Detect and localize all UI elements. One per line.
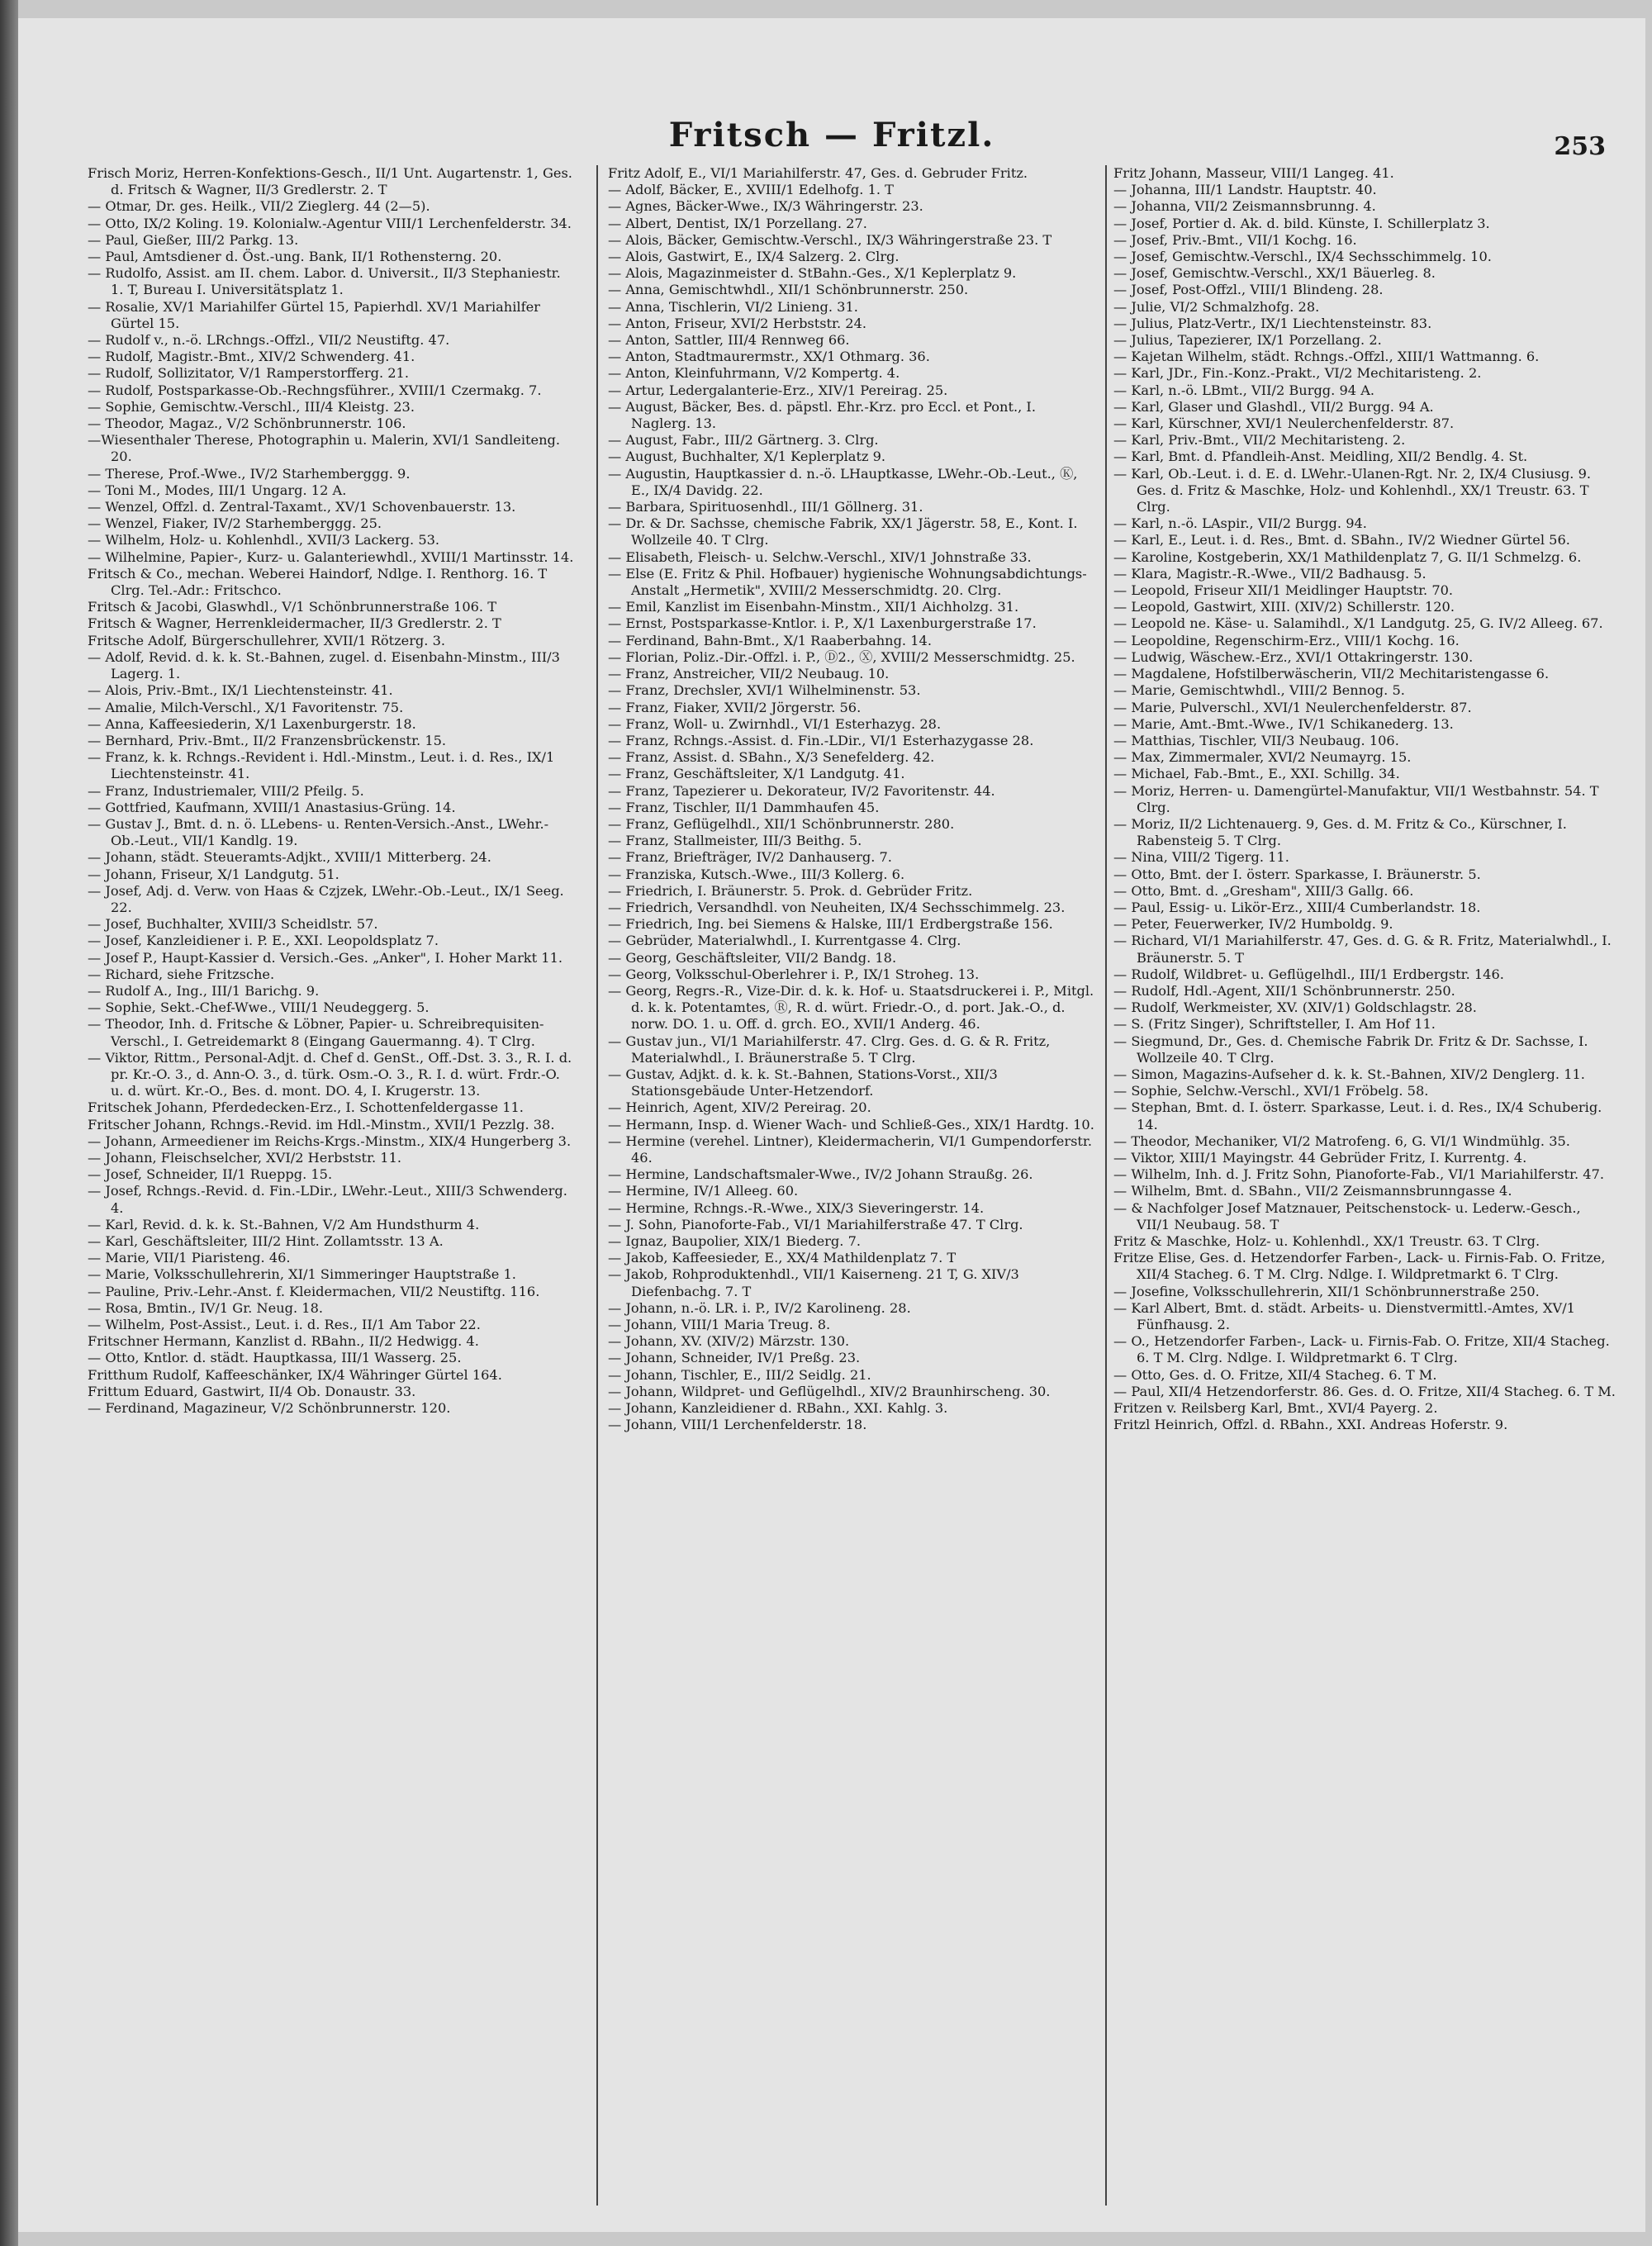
directory-entry: — Emil, Kanzlist im Eisenbahn-Minstm., XII/1 Aichholzg. 31. — [608, 599, 1019, 615]
directory-entry: — Johann, Wildpret- und Geflügelhdl., XIV/2 Braunhirscheng. 30. — [608, 1383, 1051, 1399]
directory-entry: — Franz, Tapezierer u. Dekorateur, IV/2 Favoritenstr. 44. — [608, 782, 995, 799]
directory-entry: — Matthias, Tischler, VII/3 Neubaug. 106. — [1113, 732, 1399, 748]
directory-entry: — Alois, Magazinmeister d. StBahn.-Ges., X/1 Keplerplatz 9. — [608, 265, 1017, 282]
directory-entry: — Georg, Regrs.-R., Vize-Dir. d. k. k. Hof- u. Staatsdruckerei i. P., Mitgl. d. k. k. Potentamtes, Ⓡ, R. d. würt. Friedr.-O., d. port. Jak.-O., d. norw. DO. 1. u. Off. d. grch. EO., XVII/1 Anderg. 46. — [608, 982, 1094, 1033]
directory-entry: — Friedrich, Ing. bei Siemens & Halske, III/1 Erdbergstraße 156. — [608, 916, 1053, 933]
directory-entry: Fritsche Adolf, Bürgerschullehrer, XVII/1 Rötzerg. 3. — [88, 632, 446, 648]
directory-entry: — Karoline, Kostgeberin, XX/1 Mathildenplatz 7, G. II/1 Schmelzg. 6. — [1113, 548, 1582, 565]
directory-entry: — Franz, Industriemaler, VIII/2 Pfeilg. 5. — [88, 782, 364, 799]
directory-entry: — Karl, Geschäftsleiter, III/2 Hint. Zollamtsstr. 13 A. — [88, 1233, 444, 1249]
directory-entry: — Josef, Kanzleidiener i. P. E., XXI. Leopoldsplatz 7. — [88, 933, 439, 949]
directory-entry: — Josef, Gemischtw.-Verschl., IX/4 Sechsschimmelg. 10. — [1113, 249, 1492, 265]
directory-entry: — Moriz, Herren- u. Damengürtel-Manufaktur, VII/1 Westbahnstr. 54. T Clrg. — [1113, 782, 1599, 815]
directory-entry: — Josef P., Haupt-Kassier d. Versich.-Ges. „Anker", I. Hoher Markt 11. — [88, 949, 563, 966]
directory-entry: — Kajetan Wilhelm, städt. Rchngs.-Offzl., XIII/1 Wattmanng. 6. — [1113, 349, 1540, 365]
directory-entry: — Leopold, Friseur XII/1 Meidlinger Hauptstr. 70. — [1113, 582, 1454, 599]
directory-entry: — Richard, VI/1 Mariahilferstr. 47, Ges. d. G. & R. Fritz, Materialwhdl., I. Bräunerstr. 5. T — [1113, 933, 1612, 966]
directory-entry: — Marie, Pulverschl., XVI/1 Neulerchenfelderstr. 87. — [1113, 699, 1472, 715]
directory-entry: — Franz, Briefträger, IV/2 Danhauserg. 7. — [608, 849, 892, 866]
directory-entry: — Georg, Volksschul-Oberlehrer i. P., IX/1 Stroheg. 13. — [608, 966, 980, 982]
directory-entry: — Ernst, Postsparkasse-Kntlor. i. P., X/1 Laxenburgerstraße 17. — [608, 615, 1037, 632]
directory-entry: — Johann, Kanzleidiener d. RBahn., XXI. Kahlg. 3. — [608, 1400, 948, 1417]
directory-entry: —Wiesenthaler Therese, Photographin u. Malerin, XVI/1 Sandleiteng. 20. — [88, 432, 561, 465]
directory-entry: — Franz, Woll- u. Zwirnhdl., VI/1 Esterhazyg. 28. — [608, 715, 942, 732]
directory-entry: — Anton, Stadtmaurermstr., XX/1 Othmarg. 36. — [608, 349, 930, 365]
directory-entry: — Wenzel, Fiaker, IV/2 Starhemberggg. 25. — [88, 515, 382, 532]
directory-entry: — Jakob, Kaffeesieder, E., XX/4 Mathildenplatz 7. T — [608, 1250, 957, 1266]
directory-entry: — Anton, Sattler, III/4 Rennweg 66. — [608, 332, 850, 349]
directory-entry: — August, Fabr., III/2 Gärtnerg. 3. Clrg. — [608, 432, 879, 449]
book-spine-shadow — [0, 0, 18, 2246]
directory-entry: — Karl, n.-ö. LAspir., VII/2 Burgg. 94. — [1113, 515, 1367, 532]
directory-entry: Fritz & Maschke, Holz- u. Kohlenhdl., XX/1 Treustr. 63. T Clrg. — [1113, 1233, 1540, 1249]
directory-entry: — Augustin, Hauptkassier d. n.-ö. LHauptkasse, LWehr.-Ob.-Leut., Ⓚ, E., IX/4 Davidg. 22. — [608, 465, 1078, 498]
directory-entry: — Sophie, Selchw.-Verschl., XVI/1 Fröbelg. 58. — [1113, 1083, 1429, 1099]
directory-entry: — Josef, Gemischtw.-Verschl., XX/1 Bäuerleg. 8. — [1113, 265, 1436, 282]
directory-entry: — Ferdinand, Bahn-Bmt., X/1 Raaberbahng. 14. — [608, 632, 932, 648]
directory-entry: Fritsch & Jacobi, Glaswhdl., V/1 Schönbrunnerstraße 106. T — [88, 599, 497, 615]
directory-entry: — Siegmund, Dr., Ges. d. Chemische Fabrik Dr. Fritz & Dr. Sachsse, I. Wollzeile 40. T Clrg. — [1113, 1033, 1588, 1066]
directory-entry: — Gustav jun., VI/1 Mariahilferstr. 47. Clrg. Ges. d. G. & R. Fritz, Materialwhdl., I. Bräunerstraße 5. T Clrg. — [608, 1033, 1051, 1066]
directory-entry: — Nina, VIII/2 Tigerg. 11. — [1113, 849, 1289, 866]
directory-entry: — Franz, Anstreicher, VII/2 Neubaug. 10. — [608, 666, 890, 682]
directory-entry: — Artur, Ledergalanterie-Erz., XIV/1 Pereirag. 25. — [608, 382, 948, 398]
directory-entry: Fritz Adolf, E., VI/1 Mariahilferstr. 47, Ges. d. Gebruder Fritz. — [608, 165, 1028, 181]
directory-page — [18, 18, 1645, 2232]
directory-entry: — Moriz, II/2 Lichtenauerg. 9, Ges. d. M. Fritz & Co., Kürschner, I. Rabensteig 5. T Clrg. — [1113, 815, 1567, 849]
directory-entry: — Ferdinand, Magazineur, V/2 Schönbrunnerstr. 120. — [88, 1400, 451, 1417]
directory-entry: — Josef, Portier d. Ak. d. bild. Künste, I. Schillerplatz 3. — [1113, 215, 1490, 231]
directory-entry: — Hermine, Rchngs.-R.-Wwe., XIX/3 Sieveringerstr. 14. — [608, 1199, 985, 1216]
directory-entry: — Johann, Tischler, E., III/2 Seidlg. 21. — [608, 1366, 871, 1383]
directory-entry: — Michael, Fab.-Bmt., E., XXI. Schillg. 34. — [1113, 766, 1400, 782]
directory-entry: — Julius, Tapezierer, IX/1 Porzellang. 2. — [1113, 332, 1382, 349]
directory-entry: — Richard, siehe Fritzsche. — [88, 966, 275, 982]
directory-entry: — Rudolf, Hdl.-Agent, XII/1 Schönbrunnerstr. 250. — [1113, 982, 1455, 999]
directory-entry: — Otto, Kntlor. d. städt. Hauptkassa, III/1 Wasserg. 25. — [88, 1350, 462, 1366]
directory-entry: Frittum Eduard, Gastwirt, II/4 Ob. Donaustr. 33. — [88, 1383, 416, 1399]
directory-entry: — Franz, Geflügelhdl., XII/1 Schönbrunnerstr. 280. — [608, 815, 955, 832]
directory-entry: — Johann, Friseur, X/1 Landgutg. 51. — [88, 866, 339, 882]
directory-entry: Fritschek Johann, Pferdedecken-Erz., I. Schottenfeldergasse 11. — [88, 1099, 524, 1116]
directory-entry: — Marie, Gemischtwhdl., VIII/2 Bennog. 5. — [1113, 682, 1405, 699]
directory-entry: Fritscher Johann, Rchngs.-Revid. im Hdl.-Minstm., XVII/1 Pezzlg. 38. — [88, 1116, 555, 1132]
directory-entry: — Friedrich, I. Bräunerstr. 5. Prok. d. Gebrüder Fritz. — [608, 882, 973, 899]
directory-entry: — Karl, Ob.-Leut. i. d. E. d. LWehr.-Ulanen-Rgt. Nr. 2, IX/4 Clusiusg. 9. Ges. d. Fritz & Maschke, Holz- und Kohlenhdl., XX/1 Treustr. 63. T Clrg. — [1113, 465, 1592, 515]
directory-entry: — Rudolf, Magistr.-Bmt., XIV/2 Schwenderg. 41. — [88, 349, 415, 365]
directory-entry: — Julie, VI/2 Schmalzhofg. 28. — [1113, 298, 1320, 315]
directory-entry: — J. Sohn, Pianoforte-Fab., VI/1 Mariahilferstraße 47. T Clrg. — [608, 1216, 1023, 1232]
directory-entry: — Rosa, Bmtin., IV/1 Gr. Neug. 18. — [88, 1299, 324, 1316]
directory-entry: — Rudolf v., n.-ö. LRchngs.-Offzl., VII/2 Neustiftg. 47. — [88, 332, 450, 349]
directory-entry: — Johann, VIII/1 Maria Treug. 8. — [608, 1317, 831, 1333]
directory-entry: — Peter, Feuerwerker, IV/2 Humboldg. 9. — [1113, 916, 1393, 933]
directory-entry: — Marie, VII/1 Piaristeng. 46. — [88, 1250, 291, 1266]
directory-entry: — Franz, k. k. Rchngs.-Revident i. Hdl.-Minstm., Leut. i. d. Res., IX/1 Liechtensteinstr. 41. — [88, 749, 555, 782]
directory-entry: — S. (Fritz Singer), Schriftsteller, I. Am Hof 11. — [1113, 1016, 1436, 1033]
directory-entry: — Rudolf A., Ing., III/1 Barichg. 9. — [88, 982, 320, 999]
directory-entry: Fritsch & Co., mechan. Weberei Haindorf, Ndlge. I. Renthorg. 16. T Clrg. Tel.-Adr.: Fritschco. — [88, 565, 548, 599]
directory-entry: — Alois, Bäcker, Gemischtw.-Verschl., IX/3 Währingerstraße 23. T — [608, 231, 1052, 248]
directory-entry: — Theodor, Mechaniker, VI/2 Matrofeng. 6, G. VI/1 Windmühlg. 35. — [1113, 1132, 1570, 1149]
directory-entry: — Otto, Bmt. d. „Gresham", XIII/3 Gallg. 66. — [1113, 882, 1414, 899]
directory-entry: — Theodor, Inh. d. Fritsche & Löbner, Papier- u. Schreibrequisiten-Verschl., I. Getreidemarkt 8 (Eingang Gauermanng. 4). T Clrg. — [88, 1016, 544, 1049]
directory-entry: — Alois, Priv.-Bmt., IX/1 Liechtensteinstr. 41. — [88, 682, 393, 699]
directory-entry: — Max, Zimmermaler, XVI/2 Neumayrg. 15. — [1113, 749, 1412, 766]
directory-entry: — Magdalene, Hofstilberwäscherin, VII/2 Mechitaristengasse 6. — [1113, 666, 1550, 682]
directory-entry: — Karl, Bmt. d. Pfandleih-Anst. Meidling, XII/2 Bendlg. 4. St. — [1113, 449, 1528, 465]
directory-entry: — Hermine (verehel. Lintner), Kleidermacherin, VI/1 Gumpendorferstr. 46. — [608, 1132, 1093, 1166]
directory-entry: — Theodor, Magaz., V/2 Schönbrunnerstr. 106. — [88, 415, 406, 432]
directory-entry: — Karl, JDr., Fin.-Konz.-Prakt., VI/2 Mechitaristeng. 2. — [1113, 365, 1482, 382]
directory-entry: — Klara, Magistr.-R.-Wwe., VII/2 Badhausg. 5. — [1113, 565, 1427, 582]
directory-entry: — Josef, Adj. d. Verw. von Haas & Czjzek, LWehr.-Ob.-Leut., IX/1 Seeg. 22. — [88, 882, 564, 915]
directory-entry: — Simon, Magazins-Aufseher d. k. k. St.-Bahnen, XIV/2 Denglerg. 11. — [1113, 1066, 1585, 1082]
directory-entry: — Jakob, Rohproduktenhdl., VII/1 Kaiserneng. 21 T, G. XIV/3 Diefenbachg. 7. T — [608, 1266, 1019, 1299]
directory-entry: — Rudolf, Wildbret- u. Geflügelhdl., III/1 Erdbergstr. 146. — [1113, 966, 1504, 982]
directory-entry: — Albert, Dentist, IX/1 Porzellang. 27. — [608, 215, 867, 231]
directory-entry: — Johann, VIII/1 Lerchenfelderstr. 18. — [608, 1417, 867, 1433]
directory-entry: — Anna, Tischlerin, VI/2 Linieng. 31. — [608, 298, 858, 315]
directory-entry: — O., Hetzendorfer Farben-, Lack- u. Firnis-Fab. O. Fritze, XII/4 Stacheg. 6. T M. Clrg. Ndlge. I. Wildpretmarkt 6. T Clrg. — [1113, 1333, 1610, 1366]
directory-entry: — August, Buchhalter, X/1 Keplerplatz 9. — [608, 449, 886, 465]
directory-entry: Fritschner Hermann, Kanzlist d. RBahn., II/2 Hedwigg. 4. — [88, 1333, 479, 1350]
directory-entry: — Rudolf, Werkmeister, XV. (XIV/1) Goldschlagstr. 28. — [1113, 1000, 1477, 1016]
directory-entry: — Hermann, Insp. d. Wiener Wach- und Schließ-Ges., XIX/1 Hardtg. 10. — [608, 1116, 1094, 1132]
directory-entry: — Karl, n.-ö. LBmt., VII/2 Burgg. 94 A. — [1113, 382, 1375, 398]
directory-entry: — Franz, Assist. d. SBahn., X/3 Senefelderg. 42. — [608, 749, 935, 766]
directory-entry: — Karl, E., Leut. i. d. Res., Bmt. d. SBahn., IV/2 Wiedner Gürtel 56. — [1113, 532, 1570, 548]
directory-entry: — Otto, Ges. d. O. Fritze, XII/4 Stacheg. 6. T M. — [1113, 1366, 1437, 1383]
directory-entry: Frisch Moriz, Herren-Konfektions-Gesch., II/1 Unt. Augartenstr. 1, Ges. d. Fritsch & Wagner, II/3 Gredlerstr. 2. T — [88, 165, 572, 198]
directory-entry: — Anna, Kaffeesiederin, X/1 Laxenburgerstr. 18. — [88, 715, 416, 732]
directory-entry: Fritze Elise, Ges. d. Hetzendorfer Farben-, Lack- u. Firnis-Fab. O. Fritze, XII/4 Stacheg. 6. T M. Clrg. Ndlge. I. Wildpretmarkt 6. T Clrg. — [1113, 1250, 1606, 1283]
directory-entry: — Anton, Friseur, XVI/2 Herbststr. 24. — [608, 315, 867, 331]
directory-entry: — Johann, Schneider, IV/1 Preßg. 23. — [608, 1350, 861, 1366]
directory-column-3 — [1113, 165, 1616, 2214]
directory-entry: — Wilhelm, Inh. d. J. Fritz Sohn, Pianoforte-Fab., VI/1 Mariahilferstr. 47. — [1113, 1166, 1605, 1183]
directory-entry: — Adolf, Revid. d. k. k. St.-Bahnen, zugel. d. Eisenbahn-Minstm., III/3 Lagerg. 1. — [88, 648, 560, 682]
directory-entry: — Franz, Stallmeister, III/3 Beithg. 5. — [608, 833, 862, 849]
directory-entry: — Johanna, III/1 Landstr. Hauptstr. 40. — [1113, 182, 1377, 198]
directory-entry: Fritthum Rudolf, Kaffeeschänker, IX/4 Währinger Gürtel 164. — [88, 1366, 502, 1383]
directory-entry: — Josef, Priv.-Bmt., VII/1 Kochg. 16. — [1113, 231, 1357, 248]
directory-entry: — Wilhelm, Bmt. d. SBahn., VII/2 Zeismannsbrunngasse 4. — [1113, 1183, 1512, 1199]
directory-entry: — Toni M., Modes, III/1 Ungarg. 12 A. — [88, 482, 347, 498]
directory-entry: — Barbara, Spirituosenhdl., III/1 Göllnerg. 31. — [608, 499, 923, 515]
directory-entry: — Elisabeth, Fleisch- u. Selchw.-Verschl., XIV/1 Johnstraße 33. — [608, 548, 1032, 565]
directory-column-1 — [88, 165, 575, 2214]
directory-entry: — Ludwig, Wäschew.-Erz., XVI/1 Ottakringerstr. 130. — [1113, 648, 1474, 665]
directory-entry: — Karl, Revid. d. k. k. St.-Bahnen, V/2 Am Hundsthurm 4. — [88, 1216, 480, 1232]
directory-entry: — Sophie, Sekt.-Chef-Wwe., VIII/1 Neudeggerg. 5. — [88, 1000, 430, 1016]
directory-entry: — Franziska, Kutsch.-Wwe., III/3 Kollerg. 6. — [608, 866, 905, 882]
directory-entry: — Franz, Geschäftsleiter, X/1 Landgutg. 41. — [608, 766, 905, 782]
directory-entry: — Anna, Gemischtwhdl., XII/1 Schönbrunnerstr. 250. — [608, 282, 969, 298]
directory-entry: — Karl, Priv.-Bmt., VII/2 Mechitaristeng. 2. — [1113, 432, 1406, 449]
directory-entry: — Julius, Platz-Vertr., IX/1 Liechtensteinstr. 83. — [1113, 315, 1432, 331]
directory-entry: — Georg, Geschäftsleiter, VII/2 Bandg. 18. — [608, 949, 897, 966]
directory-entry: — Adolf, Bäcker, E., XVIII/1 Edelhofg. 1. T — [608, 182, 894, 198]
column-divider-1 — [596, 165, 598, 2206]
directory-entry: — Paul, Gießer, III/2 Parkg. 13. — [88, 231, 299, 248]
directory-entry: — Rudolf, Postsparkasse-Ob.-Rechngsführer., XVIII/1 Czermakg. 7. — [88, 382, 542, 398]
directory-entry: — Marie, Amt.-Bmt.-Wwe., IV/1 Schikanederg. 13. — [1113, 715, 1454, 732]
directory-entry: — Paul, Amtsdiener d. Öst.-ung. Bank, II/1 Rothensterng. 20. — [88, 249, 502, 265]
directory-entry: Fritzen v. Reilsberg Karl, Bmt., XVI/4 Payerg. 2. — [1113, 1400, 1438, 1417]
directory-entry: — Josef, Buchhalter, XVIII/3 Scheidlstr. 57. — [88, 916, 378, 933]
directory-entry: — Karl, Kürschner, XVI/1 Neulerchenfelderstr. 87. — [1113, 415, 1455, 432]
directory-entry: — & Nachfolger Josef Matznauer, Peitschenstock- u. Lederw.-Gesch., VII/1 Neubaug. 58. T — [1113, 1199, 1581, 1232]
directory-entry: — Sophie, Gemischtw.-Verschl., III/4 Kleistg. 23. — [88, 398, 415, 415]
directory-entry: Fritz Johann, Masseur, VIII/1 Langeg. 41. — [1113, 165, 1394, 181]
directory-entry: — Josef, Schneider, II/1 Rueppg. 15. — [88, 1166, 333, 1183]
directory-entry: — Bernhard, Priv.-Bmt., II/2 Franzensbrückenstr. 15. — [88, 732, 447, 748]
directory-entry: — Johann, XV. (XIV/2) Märzstr. 130. — [608, 1333, 850, 1350]
directory-entry: — Therese, Prof.-Wwe., IV/2 Starhemberggg. 9. — [88, 465, 411, 482]
directory-entry: — Otto, IX/2 Koling. 19. Kolonialw.-Agentur VIII/1 Lerchenfelderstr. 34. — [88, 215, 572, 231]
directory-entry: — August, Bäcker, Bes. d. päpstl. Ehr.-Krz. pro Eccl. et Pont., I. Naglerg. 13. — [608, 398, 1036, 432]
directory-entry: — Josef, Rchngs.-Revid. d. Fin.-LDir., LWehr.-Leut., XIII/3 Schwenderg. 4. — [88, 1183, 567, 1216]
directory-entry: — Florian, Poliz.-Dir.-Offzl. i. P., Ⓓ2., Ⓧ, XVIII/2 Messerschmidtg. 25. — [608, 648, 1075, 665]
page-title: Fritsch — Fritzl. — [668, 116, 995, 154]
directory-entry: — Else (E. Fritz & Phil. Hofbauer) hygienische Wohnungsabdichtungs-Anstalt „Hermetik", XVIII/2 Messerschmidtg. 20. Clrg. — [608, 565, 1087, 599]
directory-entry: — Alois, Gastwirt, E., IX/4 Salzerg. 2. Clrg. — [608, 249, 900, 265]
directory-entry: — Viktor, XIII/1 Mayingstr. 44 Gebrüder Fritz, I. Kurrentg. 4. — [1113, 1149, 1527, 1166]
directory-entry: — Leopold ne. Käse- u. Salamihdl., X/1 Landgutg. 25, G. IV/2 Alleeg. 67. — [1113, 615, 1603, 632]
directory-entry: — Wenzel, Offzl. d. Zentral-Taxamt., XV/1 Schovenbauerstr. 13. — [88, 499, 516, 515]
directory-entry: Fritzl Heinrich, Offzl. d. RBahn., XXI. Andreas Hoferstr. 9. — [1113, 1417, 1508, 1433]
directory-entry: — Paul, XII/4 Hetzendorferstr. 86. Ges. d. O. Fritze, XII/4 Stacheg. 6. T M. — [1113, 1383, 1616, 1399]
directory-entry: — Anton, Kleinfuhrmann, V/2 Kompertg. 4. — [608, 365, 900, 382]
directory-entry: Fritsch & Wagner, Herrenkleidermacher, II/3 Gredlerstr. 2. T — [88, 615, 501, 632]
directory-entry: — Rosalie, XV/1 Mariahilfer Gürtel 15, Papierhdl. XV/1 Mariahilfer Gürtel 15. — [88, 298, 540, 331]
directory-entry: — Wilhelm, Holz- u. Kohlenhdl., XVII/3 Lackerg. 53. — [88, 532, 440, 548]
directory-entry: — Wilhelm, Post-Assist., Leut. i. d. Res., II/1 Am Tabor 22. — [88, 1317, 481, 1333]
directory-entry: — Paul, Essig- u. Likör-Erz., XIII/4 Cumberlandstr. 18. — [1113, 899, 1481, 915]
directory-entry: — Rudolfo, Assist. am II. chem. Labor. d. Universit., II/3 Stephaniestr. 1. T, Bureau I. Universitätsplatz 1. — [88, 265, 561, 298]
directory-entry: — Viktor, Rittm., Personal-Adjt. d. Chef d. GenSt., Off.-Dst. 3. 3., R. I. d. pr. Kr.-O. 3., d. Ann-O. 3., d. türk. Osm.-O. 3., R. I. d. würt. Frdr.-O. u. d. würt. Kr.-O., Bes. d. mont. DO. 4, I. Krugerstr. 13. — [88, 1049, 572, 1099]
page-number: 253 — [1554, 132, 1606, 161]
directory-entry: — Gottfried, Kaufmann, XVIII/1 Anastasius-Grüng. 14. — [88, 799, 456, 815]
directory-entry: — Franz, Fiaker, XVII/2 Jörgerstr. 56. — [608, 699, 862, 715]
directory-entry: — Otto, Bmt. der I. österr. Sparkasse, I. Bräunerstr. 5. — [1113, 866, 1481, 882]
directory-entry: — Karl, Glaser und Glashdl., VII/2 Burgg. 94 A. — [1113, 398, 1434, 415]
directory-entry: — Gustav, Adjkt. d. k. k. St.-Bahnen, Stations-Vorst., XII/3 Stationsgebäude Unter-Hetzendorf. — [608, 1066, 998, 1099]
directory-entry: — Rudolf, Sollizitator, V/1 Ramperstorfferg. 21. — [88, 365, 410, 382]
directory-entry: — Franz, Drechsler, XVI/1 Wilhelminenstr. 53. — [608, 682, 921, 699]
directory-entry: — Leopold, Gastwirt, XIII. (XIV/2) Schillerstr. 120. — [1113, 599, 1455, 615]
directory-entry: — Franz, Rchngs.-Assist. d. Fin.-LDir., VI/1 Esterhazygasse 28. — [608, 732, 1034, 748]
directory-entry: — Ignaz, Baupolier, XIX/1 Biederg. 7. — [608, 1233, 862, 1249]
directory-entry: — Gustav J., Bmt. d. n. ö. LLebens- u. Renten-Versich.-Anst., LWehr.-Ob.-Leut., VII/1 Kandlg. 19. — [88, 815, 549, 849]
directory-entry: — Amalie, Milch-Verschl., X/1 Favoritenstr. 75. — [88, 699, 404, 715]
directory-entry: — Gebrüder, Materialwhdl., I. Kurrentgasse 4. Clrg. — [608, 933, 961, 949]
directory-entry: — Wilhelmine, Papier-, Kurz- u. Galanteriewhdl., XVIII/1 Martinsstr. 14. — [88, 548, 574, 565]
directory-entry: — Dr. & Dr. Sachsse, chemische Fabrik, XX/1 Jägerstr. 58, E., Kont. I. Wollzeile 40. T Clrg. — [608, 515, 1078, 548]
directory-entry: — Friedrich, Versandhdl. von Neuheiten, IX/4 Sechsschimmelg. 23. — [608, 899, 1066, 915]
directory-entry: — Agnes, Bäcker-Wwe., IX/3 Währingerstr. 23. — [608, 198, 923, 215]
directory-entry: — Johann, Fleischselcher, XVI/2 Herbststr. 11. — [88, 1149, 402, 1166]
directory-entry: — Pauline, Priv.-Lehr.-Anst. f. Kleidermachen, VII/2 Neustiftg. 116. — [88, 1283, 540, 1299]
directory-entry: — Karl Albert, Bmt. d. städt. Arbeits- u. Dienstvermittl.-Amtes, XV/1 Fünfhausg. 2. — [1113, 1299, 1575, 1333]
directory-entry: — Josefine, Volksschullehrerin, XII/1 Schönbrunnerstraße 250. — [1113, 1283, 1540, 1299]
directory-entry: — Marie, Volksschullehrerin, XI/1 Simmeringer Hauptstraße 1. — [88, 1266, 516, 1283]
directory-entry: — Hermine, IV/1 Alleeg. 60. — [608, 1183, 799, 1199]
directory-entry: — Hermine, Landschaftsmaler-Wwe., IV/2 Johann Straußg. 26. — [608, 1166, 1033, 1183]
directory-entry: — Leopoldine, Regenschirm-Erz., VIII/1 Kochg. 16. — [1113, 632, 1460, 648]
directory-entry: — Stephan, Bmt. d. I. österr. Sparkasse, Leut. i. d. Res., IX/4 Schuberig. 14. — [1113, 1099, 1602, 1132]
directory-entry: — Johanna, VII/2 Zeismannsbrunng. 4. — [1113, 198, 1376, 215]
page-header — [18, 116, 1645, 165]
directory-entry: — Johann, n.-ö. LR. i. P., IV/2 Karolineng. 28. — [608, 1299, 911, 1316]
directory-entry: — Johann, Armeediener im Reichs-Krgs.-Minstm., XIX/4 Hungerberg 3. — [88, 1132, 572, 1149]
directory-entry: — Heinrich, Agent, XIV/2 Pereirag. 20. — [608, 1099, 871, 1116]
directory-column-2 — [608, 165, 1097, 2214]
column-divider-2 — [1105, 165, 1107, 2206]
directory-entry: — Johann, städt. Steueramts-Adjkt., XVIII/1 Mitterberg. 24. — [88, 849, 491, 866]
directory-entry: — Franz, Tischler, II/1 Dammhaufen 45. — [608, 799, 880, 815]
directory-entry: — Otmar, Dr. ges. Heilk., VII/2 Zieglerg. 44 (2—5). — [88, 198, 430, 215]
directory-entry: — Josef, Post-Offzl., VIII/1 Blindeng. 28. — [1113, 282, 1384, 298]
